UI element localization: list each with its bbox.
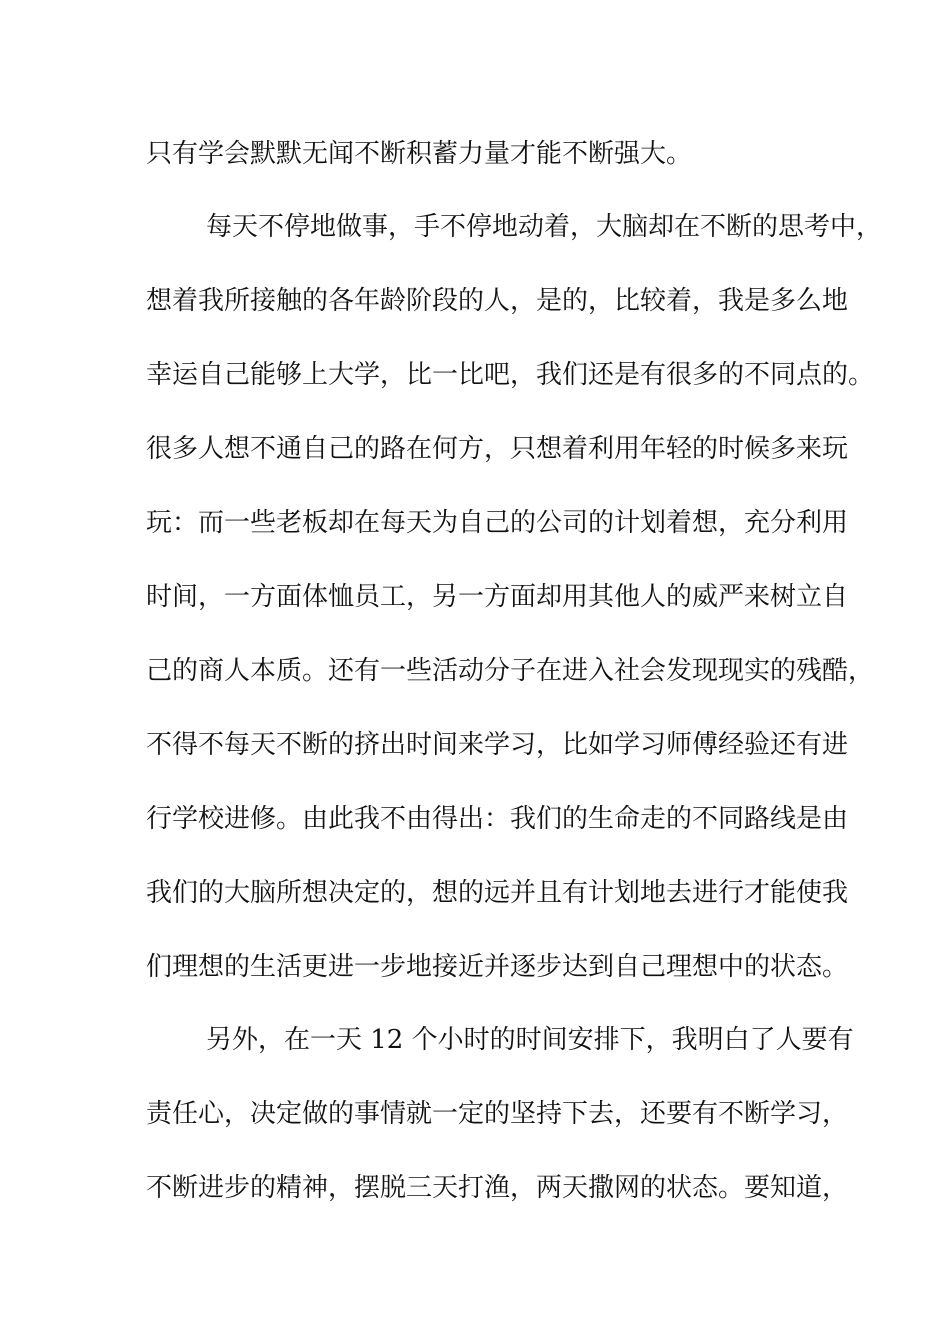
text-line: 时间，一方面体恤员工，另一方面却用其他人的威严来树立自 <box>146 582 849 612</box>
text-line: 我们的大脑所想决定的，想的远并且有计划地去进行才能使我 <box>146 878 849 908</box>
text-line: 幸运自己能够上大学，比一比吧，我们还是有很多的不同点的。 <box>146 360 875 390</box>
text-line: 想着我所接触的各年龄阶段的人，是的，比较着，我是多么地 <box>146 286 849 316</box>
text-line: 己的商人本质。还有一些活动分子在进入社会发现现实的残酷， <box>146 656 875 686</box>
text-line: 很多人想不通自己的路在何方，只想着利用年轻的时候多来玩 <box>146 434 849 464</box>
text-line: 不断进步的精神，摆脱三天打渔，两天撒网的状态。要知道， <box>146 1173 849 1203</box>
text-line: 每天不停地做事，手不停地动着，大脑却在不断的思考中， <box>206 212 883 242</box>
text-line: 行学校进修。由此我不由得出：我们的生命走的不同路线是由 <box>146 804 849 834</box>
text-line: 不得不每天不断的挤出时间来学习，比如学习师傅经验还有进 <box>146 730 849 760</box>
text-line: 只有学会默默无闻不断积蓄力量才能不断强大。 <box>146 139 693 169</box>
text-line: 责任心，决定做的事情就一定的坚持下去，还要有不断学习， <box>146 1099 849 1129</box>
text-line: 玩：而一些老板却在每天为自己的公司的计划着想，充分利用 <box>146 508 849 538</box>
text-line: 另外，在一天 12 个小时的时间安排下，我明白了人要有 <box>206 1025 854 1055</box>
text-line: 们理想的生活更进一步地接近并逐步达到自己理想中的状态。 <box>146 952 849 982</box>
